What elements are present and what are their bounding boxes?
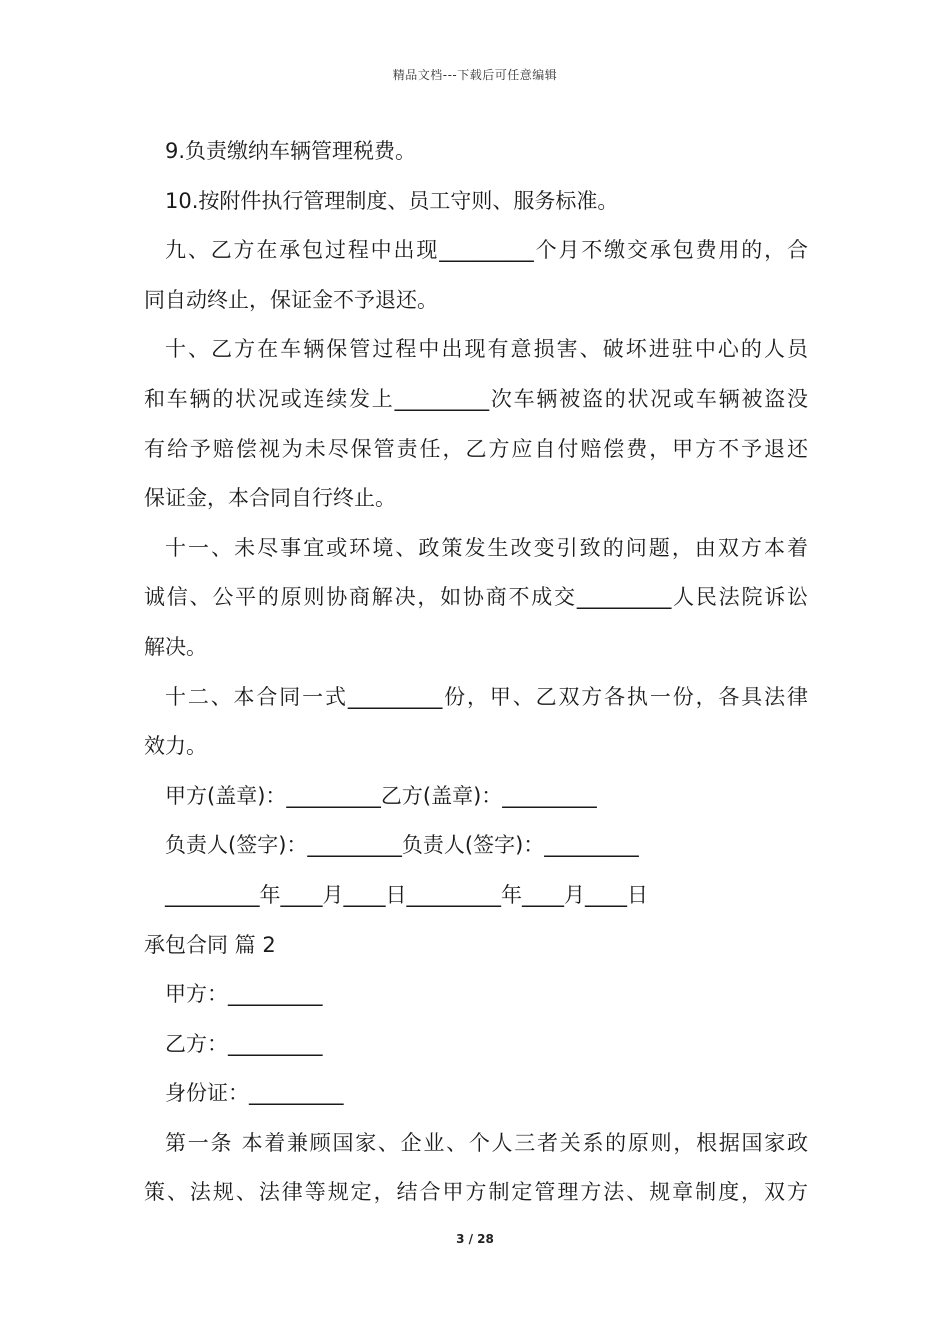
doc-line: 十一、未尽事宜或环境、政策发生改变引致的问题，由双方本着: [165, 535, 808, 560]
id-card-field: 身份证：_________: [165, 1081, 344, 1106]
doc-line: 10.按附件执行管理制度、员工守则、服务标准。: [165, 188, 619, 213]
page-number: 3 / 28: [456, 1232, 494, 1246]
doc-line: 解决。: [144, 634, 207, 659]
doc-line: 效力。: [144, 734, 207, 759]
signature-line-seal: 甲方(盖章)：_________乙方(盖章)：_________: [165, 783, 597, 808]
doc-line: 九、乙方在承包过程中出现_________个月不缴交承包费用的，合: [165, 238, 808, 263]
page-header: 精品文档---下载后可任意编辑: [392, 68, 558, 82]
doc-line: 同自动终止，保证金不予退还。: [144, 287, 438, 312]
doc-line: 诚信、公平的原则协商解决，如协商不成交_________人民法院诉讼: [144, 585, 808, 610]
doc-line: 保证金，本合同自行终止。: [144, 486, 396, 511]
doc-line: 十、乙方在车辆保管过程中出现有意损害、破坏进驻中心的人员: [165, 337, 808, 362]
section-title: 承包合同 篇 2: [144, 932, 276, 957]
party-a-field: 甲方：_________: [165, 982, 323, 1007]
signature-line-person: 负责人(签字)：_________负责人(签字)：_________: [165, 833, 639, 858]
doc-line: 十二、本合同一式_________份，甲、乙双方各执一份，各具法律: [165, 684, 808, 709]
doc-line: 有给予赔偿视为未尽保管责任，乙方应自付赔偿费，甲方不予退还: [144, 436, 808, 461]
doc-line: 策、法规、法律等规定，结合甲方制定管理方法、规章制度，双方: [144, 1180, 808, 1205]
signature-line-date: _________年____月____日_________年____月____日: [165, 882, 648, 907]
party-b-field: 乙方：_________: [165, 1031, 323, 1056]
doc-line: 和车辆的状况或连续发上_________次车辆被盗的状况或车辆被盗没: [144, 386, 808, 411]
doc-line: 9.负责缴纳车辆管理税费。: [165, 139, 417, 163]
document-body: [144, 127, 808, 1218]
doc-line: 第一条 本着兼顾国家、企业、个人三者关系的原则，根据国家政: [165, 1130, 808, 1155]
